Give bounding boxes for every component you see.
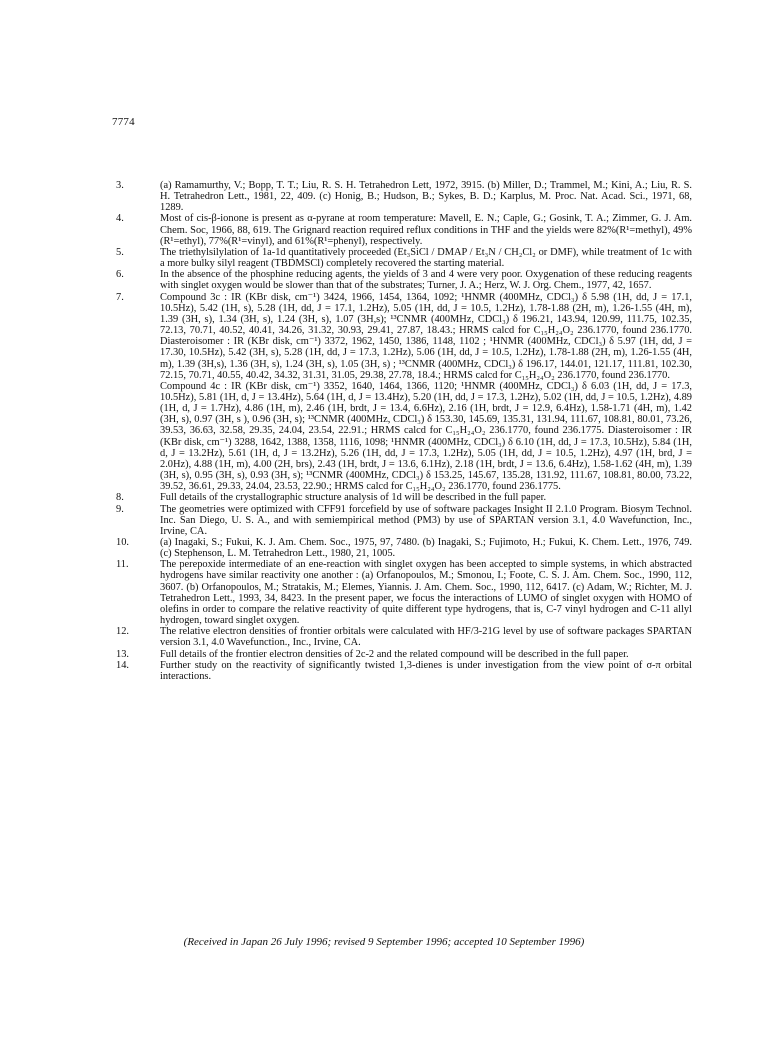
reference-item [116,649,692,660]
reference-item [116,626,692,648]
reference-text: (a) Inagaki, S.; Fukui, K. J. Am. Chem. Soc., 1975, 97, 7480. (b) Inagaki, S.; Fujimoto, H.; Fukui, K. Chem. Lett., 1976, 749. (c) Stephenson, L. M. Tetrahedron Lett., 1980, 21, 1005. [160,537,692,560]
reference-text: The perepoxide intermediate of an ene-reaction with singlet oxygen has been accepted to simple systems, in which abstracted hydrogens have similar reactivity one another : (a) Orfanopoulos, M.; Smonou, I.; Foote, C. S. J. Am. Chem. Soc., 1990, 112, 3607. (b) Orfanopoulos, M.; Stratakis, M.; Elemes, Yiannis. J. Am. Chem. Soc., 1990, 112, 6417. (c) Adam, W.; Richter, M. J. Tetrahedron Lett., 1993, 34, 8423. In the present paper, we focus the interactions of LUMO of singlet oxygen with HOMO of olefins in order to compare the relative reactivity of quite different type hydrogens, that is, C-7 vinyl hydrogen and C-11 allyl hydrogen, toward singlet oxygen. [160,559,692,627]
reference-number: 14. [116,659,129,671]
reference-text: Compound 3c : IR (KBr disk, cm⁻¹) 3424, 1966, 1454, 1364, 1092; ¹HNMR (400MHz, CDCl₃) δ 5.98 (1H, dd, J = 17.1, 10.5Hz), 5.42 (1H, s), 5.28 (1H, dd, J = 17.1, 1.2Hz), 5.05 (1H, dd, J = 10.5, 1.2Hz), 1.78-1.88 (2H, m), 1.26-1.55 (4H, m), 1.39 (3H, s), 1.34 (3H, s), 1.24 (3H, s), 1.07 (3H,s); ¹³CNMR (400MHz, CDCl₃) δ 196.21, 143.94, 120.99, 111.75, 102.35, 72.13, 70.71, 40.52, 40.41, 34.26, 31.32, 30.93, 29.41, 27.87, 18.43.; HRMS calcd for C₁₅H₂₄O₂ 236.1770, found 236.1770. Diasteroisomer : IR (KBr disk, cm⁻¹) 3372, 1962, 1450, 1386, 1148, 1102 ; ¹HNMR (400MHz, CDCl₃) δ 5.97 (1H, dd, J = 17.30, 10.5Hz), 5.42 (3H, s), 5.28 (1H, dd, J = 17.3, 1.2Hz), 5.06 (1H, dd, J = 10.5, 1.2Hz), 1.78-1.88 (2H, m), 1.26-1.55 (4H, m), 1.39 (3H,s), 1.36 (3H, s), 1.24 (3H, s), 1.05 (3H, s) ; ¹³CNMR (400MHz, CDCl₃) δ 196.17, 144.01, 121.17, 111.81, 102.30, 72.15, 70.71, 40.55, 40.42, 34.32, 31.31, 31.05, 29.38, 27.78, 18.4.; HRMS calcd for C₁₅H₂₄O₂ 236.1770, found 236.1770. Compound 4c : IR (KBr disk, cm⁻¹) 3352, 1640, 1464, 1366, 1120; ¹HNMR (400MHz, CDCl₃) δ 6.03 (1H, dd, J = 17.3, 10.5Hz), 5.81 (1H, d, J = 13.4Hz), 5.64 (1H, d, J = 13.4Hz), 5.20 (1H, dd, J = 17.3, 1.2Hz), 5.02 (1H, dd, J = 10.5, 1.2Hz), 4.89 (1H, d, J = 1.7Hz), 4.86 (1H, m), 2.46 (1H, brdt, J = 13.4, 6.6Hz), 2.16 (1H, brdt, J = 12.9, 6.4Hz), 1.58-1.71 (4H, m), 1.42 (3H, s), 0.97 (3H, s ), 0.96 (3H, s); ¹³CNMR (400MHz, CDCl₃) δ 153.30, 145.69, 135.31, 131.94, 111.67, 108.81, 80.01, 73.26, 39.53, 36.63, 32.58, 29.35, 24.04, 23.54, 22.91.; HRMS calcd for C₁₅H₂₄O₂ 236.1770, found 236.1775. Diasteroisomer : IR (KBr disk, cm⁻¹) 3288, 1642, 1388, 1358, 1116, 1098; ¹HNMR (400MHz, CDCl₃) δ 6.10 (1H, dd, J = 17.3, 10.5Hz), 5.84 (1H, d, J = 13.2Hz), 5.61 (1H, d, J = 13.2Hz), 5.26 (1H, dd, J = 17.3, 1.2Hz), 5.05 (1H, dd, J = 10.5, 1.2Hz), 4.97 (1H, brd, J = 2.0Hz), 4.88 (1H, m), 4.00 (2H, brs), 2.43 (1H, brdt, J = 13.6, 6.1Hz), 2.18 (1H, brdt, J = 13.6, 6.4Hz), 1.58-1.62 (4H, m), 1.39 (3H, s), 0.95 (3H, s), 0.93 (3H, s); ¹³CNMR (400MHz, CDCl₃) δ 153.25, 145.67, 135.28, 131.92, 111.67, 108.81, 80.00, 73.22, 39.52, 36.61, 29.33, 24.04, 23.53, 22.90.; HRMS calcd for C₁₅H₂₄O₂ 236.1770, found 236.1775. [160,291,692,493]
reference-text: The relative electron densities of frontier orbitals were calculated with HF/3-21G level by use of software packages SPARTAN version 3.1, 4.0 Wavefunction., Inc., Irvine, CA. [160,626,692,649]
reference-text: The triethylsilylation of 1a-1d quantitatively proceeded (Et₃SiCl / DMAP / Et₃N / CH₂Cl₂ or DMF), while treatment of 1c with a more bulky silyl reagent (TBDMSCl) completely recovered the starting material. [160,246,692,270]
reference-item [116,213,692,246]
reference-text: Further study on the reactivity of significantly twisted 1,3-dienes is under investigation from the view point of σ-π orbital interactions. [160,659,692,682]
reference-number: 11. [116,559,129,571]
page-number: 7774 [112,116,135,128]
reference-number: 13. [116,648,129,660]
reference-number: 9. [116,503,124,515]
reference-number: 4. [116,213,124,225]
reference-text: Full details of the frontier electron densities of 2c-2 and the related compound will be described in the full paper. [160,648,629,660]
reference-list [116,180,692,682]
received-dates: (Received in Japan 26 July 1996; revised 9 September 1996; accepted 10 September 1996) [183,936,585,948]
reference-text: Most of cis-β-ionone is present as α-pyrane at room temperature: Mavell, E. N.; Caple, G.; Gosink, T. A.; Zimmer, G. J. Am. Chem. Soc, 1966, 88, 619. The Grignard reaction required reflux conditions in THF and the yields were 82%(R¹=methyl), 49%(R¹=ethyl), 77%(R¹=vinyl), and 61%(R¹=phenyl), respectively. [160,213,692,247]
reference-number: 3. [116,180,124,191]
reference-item [116,660,692,682]
reference-text: Full details of the crystallographic structure analysis of 1d will be described in the full paper. [160,492,547,504]
reference-item [116,537,692,559]
reference-item [116,292,692,493]
reference-item [116,492,692,503]
reference-item [116,504,692,537]
reference-number: 6. [116,269,124,281]
reference-item [116,559,692,626]
reference-item [116,247,692,269]
reference-item [116,180,692,213]
reference-text: The geometries were optimized with CFF91 forcefield by use of software packages Insight II 2.1.0 Program. Biosym Technol. Inc. San Diego, U. S. A., and with semiempirical method (PM3) by use of SPARTAN version 3.1, 4.0 Wavefunction, Inc., Irvine, CA. [160,503,692,537]
reference-number: 7. [116,291,124,303]
reference-number: 8. [116,492,124,504]
reference-number: 10. [116,537,129,548]
reference-text: (a) Ramamurthy, V.; Bopp, T. T.; Liu, R. S. H. Tetrahedron Lett, 1972, 3915. (b) Miller, D.; Trammel, M.; Kini, A.; Liu, R. S. H. Tetrahedron Lett., 1981, 22, 409. (c) Honig, B.; Hudson, B.; Sykes, B. D.; Karplus, M. Proc. Nat. Acad. Sci., 1971, 68, 1289. [160,180,692,214]
reference-text: In the absence of the phosphine reducing agents, the yields of 3 and 4 were very poor. Oxygenation of these reducing reagents with singlet oxygen would be slower than that of the substrates; Turner, J. A.; Herz, W. J. Org. Chem., 1977, 42, 1657. [160,269,692,292]
reference-number: 12. [116,626,129,638]
reference-item [116,269,692,291]
reference-number: 5. [116,246,124,258]
